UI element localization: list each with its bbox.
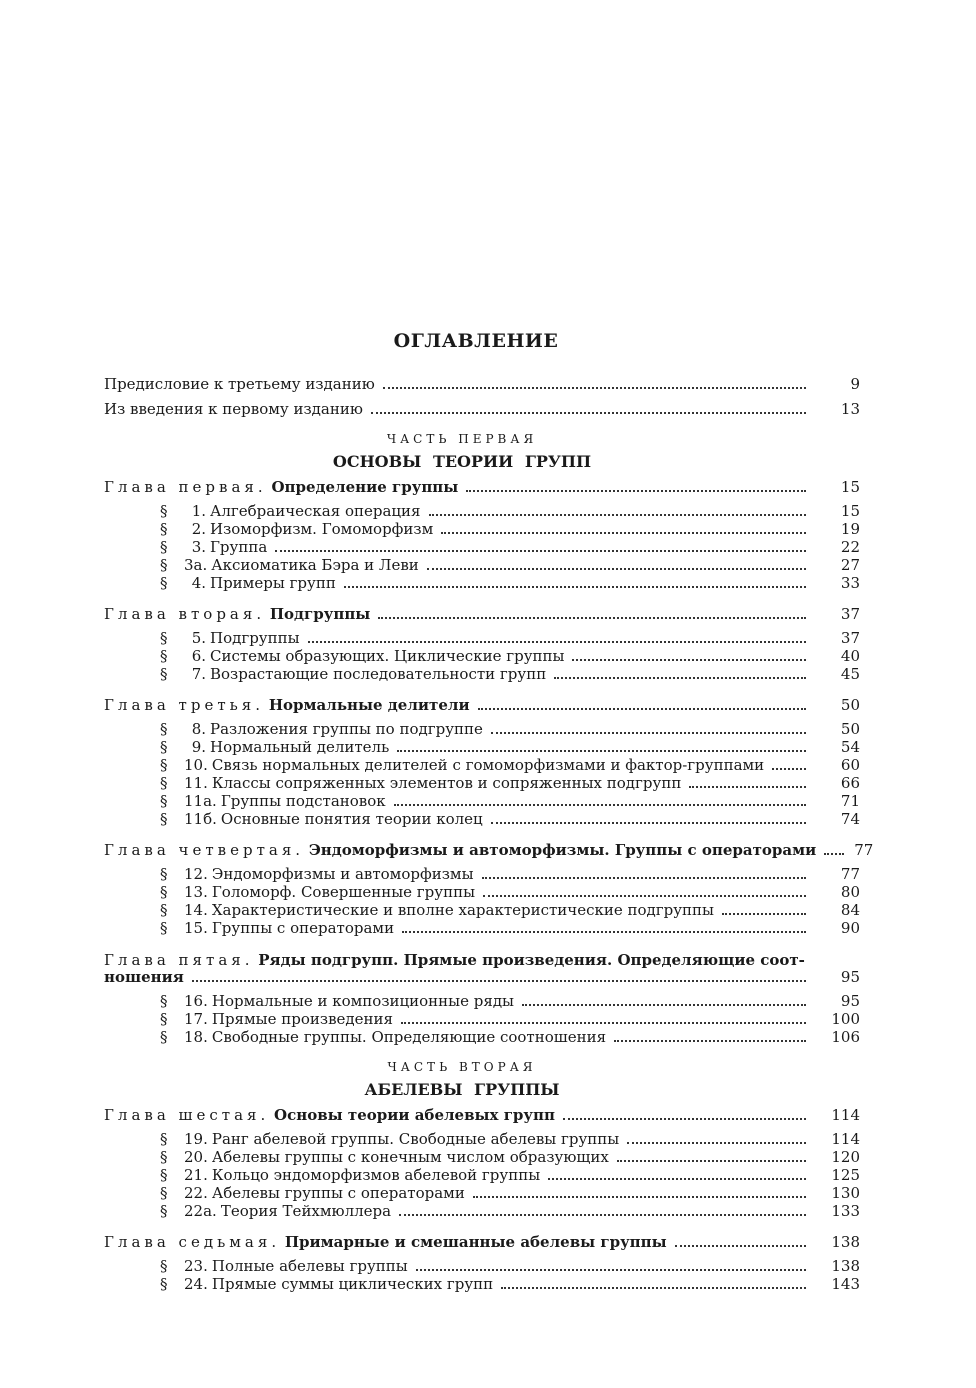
section-number: 1.	[191, 502, 206, 520]
section-title: Изоморфизм. Гомоморфизм	[210, 520, 434, 538]
section-title: Нормальный делитель	[210, 738, 390, 756]
chapter-label	[104, 1107, 555, 1124]
section-sign: §	[160, 1184, 168, 1202]
entry-page: 13	[840, 400, 860, 418]
section-label	[160, 1166, 540, 1184]
part-1	[104, 432, 874, 1046]
section-entry[interactable]	[160, 919, 860, 937]
section-number: 22.	[184, 1184, 208, 1202]
chapter-heading[interactable]	[104, 951, 860, 986]
chapter-page: 77	[854, 841, 874, 859]
section-sign: §	[160, 1275, 168, 1293]
section-label	[160, 720, 483, 738]
section-entry[interactable]	[160, 810, 860, 828]
section-page: 15	[840, 502, 860, 520]
section-sign: §	[160, 1148, 168, 1166]
section-entry[interactable]	[160, 665, 860, 683]
chapter	[104, 1234, 860, 1293]
section-title: Полные абелевы группы	[211, 1257, 408, 1275]
section-sign: §	[160, 1028, 168, 1046]
section-entry[interactable]	[160, 556, 860, 574]
section-entry[interactable]	[160, 1166, 860, 1184]
entry-label: Из введения к первому изданию	[104, 400, 363, 418]
section-page: 133	[831, 1202, 860, 1220]
section-label	[160, 647, 564, 665]
section-number: 5.	[191, 629, 206, 647]
chapter-page: 95	[840, 968, 860, 986]
chapter-title: Ряды подгрупп. Прямые произведения. Определяющие соот-	[258, 951, 805, 969]
section-sign: §	[160, 1010, 168, 1028]
dot-leader	[824, 853, 844, 855]
dot-leader	[394, 804, 806, 806]
parts-container	[104, 432, 874, 1293]
section-label	[160, 502, 421, 520]
section-entry[interactable]	[160, 520, 860, 538]
chapter-title: Основы теории абелевых групп	[274, 1106, 555, 1124]
section-page: 19	[840, 520, 860, 538]
dot-leader	[192, 980, 806, 982]
chapter-heading[interactable]	[104, 1234, 860, 1251]
chapter-prefix: Глава вторая.	[104, 605, 266, 623]
section-page: 77	[840, 865, 860, 883]
section-entry[interactable]	[160, 1257, 860, 1275]
chapter-prefix: Глава первая.	[104, 478, 267, 496]
chapter-prefix: Глава четвертая.	[104, 841, 305, 859]
section-number: 15.	[184, 919, 208, 937]
dot-leader	[483, 895, 806, 897]
section-number: 6.	[191, 647, 206, 665]
section-title: Связь нормальных делителей с гомоморфизмами и фактор-группами	[211, 756, 765, 774]
section-number: 11.	[184, 774, 208, 792]
section-label	[160, 629, 300, 647]
dot-leader	[491, 822, 806, 824]
section-number: 12.	[184, 865, 208, 883]
section-number: 7.	[191, 665, 206, 683]
chapter	[104, 697, 860, 828]
section-sign: §	[160, 1257, 168, 1275]
section-entry[interactable]	[160, 1275, 860, 1293]
section-page: 125	[831, 1166, 860, 1184]
dot-leader	[427, 568, 806, 570]
section-entry[interactable]	[160, 865, 860, 883]
section-label	[160, 756, 764, 774]
section-list	[104, 502, 860, 592]
dot-leader	[627, 1142, 806, 1144]
dot-leader	[275, 550, 806, 552]
chapter-prefix: Глава седьмая.	[104, 1233, 281, 1251]
section-sign: §	[160, 647, 168, 665]
section-label	[160, 1010, 393, 1028]
chapter-heading-line	[104, 969, 860, 986]
section-title: Возрастающие последовательности групп	[210, 665, 547, 683]
section-sign: §	[160, 720, 168, 738]
section-sign: §	[160, 1202, 168, 1220]
section-sign: §	[160, 665, 168, 683]
section-list	[104, 865, 860, 937]
part-title: АБЕЛЕВЫ ГРУППЫ	[364, 1080, 560, 1099]
chapter-title: Определение группы	[271, 478, 459, 496]
entry-page: 9	[850, 375, 860, 393]
section-number: 2.	[191, 520, 206, 538]
section-page: 84	[840, 901, 860, 919]
dot-leader	[675, 1245, 806, 1247]
section-page: 80	[840, 883, 860, 901]
section-number: 13.	[184, 883, 208, 901]
section-page: 50	[840, 720, 860, 738]
section-page: 60	[840, 756, 860, 774]
section-number: 19.	[184, 1130, 208, 1148]
section-title: Кольцо эндоморфизмов абелевой группы	[211, 1166, 541, 1184]
section-title: Ранг абелевой группы. Свободные абелевы группы	[211, 1130, 620, 1148]
chapter-label	[104, 697, 470, 714]
dot-leader	[378, 617, 806, 619]
section-title: Прямые произведения	[211, 1010, 393, 1028]
section-entry[interactable]	[160, 1202, 860, 1220]
chapter	[104, 479, 860, 592]
section-number: 11а.	[184, 792, 217, 810]
section-entry[interactable]	[160, 792, 860, 810]
chapter-page: 37	[840, 605, 860, 623]
chapter-heading[interactable]	[104, 697, 860, 714]
section-page: 66	[840, 774, 860, 792]
section-number: 21.	[184, 1166, 208, 1184]
section-page: 106	[831, 1028, 860, 1046]
section-label	[160, 810, 483, 828]
chapter-prefix: Глава третья.	[104, 696, 265, 714]
chapter	[104, 841, 874, 937]
section-entry[interactable]	[160, 738, 860, 756]
section-page: 74	[840, 810, 860, 828]
chapter-heading[interactable]	[104, 479, 860, 496]
section-page: 90	[840, 919, 860, 937]
section-title: Абелевы группы с конечным числом образующих	[211, 1148, 609, 1166]
dot-leader	[466, 490, 806, 492]
section-page: 143	[831, 1275, 860, 1293]
section-sign: §	[160, 538, 168, 556]
dot-leader	[402, 931, 806, 933]
section-entry[interactable]	[160, 720, 860, 738]
section-page: 27	[840, 556, 860, 574]
section-label	[160, 919, 394, 937]
section-page: 100	[831, 1010, 860, 1028]
chapter-page: 138	[831, 1233, 860, 1251]
section-sign: §	[160, 629, 168, 647]
section-page: 95	[840, 992, 860, 1010]
chapter-label	[104, 842, 816, 859]
section-page: 71	[840, 792, 860, 810]
chapter-label	[104, 1234, 667, 1251]
section-entry[interactable]	[160, 901, 860, 919]
section-entry[interactable]	[160, 992, 860, 1010]
section-number: 4.	[191, 574, 206, 592]
chapter-title-continued: ношения	[104, 968, 184, 986]
section-label	[160, 992, 514, 1010]
section-title: Группы подстановок	[220, 792, 386, 810]
section-sign: §	[160, 992, 168, 1010]
section-sign: §	[160, 1166, 168, 1184]
section-list	[104, 629, 860, 683]
section-entry[interactable]	[160, 629, 860, 647]
section-number: 18.	[184, 1028, 208, 1046]
section-entry[interactable]	[160, 756, 860, 774]
section-title: Системы образующих. Циклические группы	[210, 647, 565, 665]
section-label	[160, 538, 267, 556]
section-entry[interactable]	[160, 1130, 860, 1148]
section-title: Характеристические и вполне характеристические подгруппы	[211, 901, 714, 919]
section-entry[interactable]	[160, 1148, 860, 1166]
section-label	[160, 738, 389, 756]
section-title: Эндоморфизмы и автоморфизмы	[211, 865, 474, 883]
dot-leader	[548, 1178, 806, 1180]
section-number: 22а.	[184, 1202, 217, 1220]
chapter-label	[104, 969, 184, 986]
section-label	[160, 556, 419, 574]
dot-leader	[383, 387, 806, 389]
section-page: 37	[840, 629, 860, 647]
section-sign: §	[160, 520, 168, 538]
chapter-title: Нормальные делители	[268, 696, 470, 714]
section-sign: §	[160, 810, 168, 828]
section-page: 45	[840, 665, 860, 683]
dot-leader	[722, 913, 806, 915]
section-title: Свободные группы. Определяющие соотношения	[211, 1028, 607, 1046]
section-page: 54	[840, 738, 860, 756]
section-list	[104, 1130, 860, 1220]
section-title: Прямые суммы циклических групп	[211, 1275, 494, 1293]
dot-leader	[689, 786, 806, 788]
chapter-prefix: Глава пятая.	[104, 951, 254, 969]
chapter-page: 50	[840, 696, 860, 714]
section-sign: §	[160, 1130, 168, 1148]
part-label: ЧАСТЬ ВТОРАЯ	[387, 1060, 537, 1074]
dot-leader	[399, 1214, 806, 1216]
part-title: ОСНОВЫ ТЕОРИИ ГРУПП	[332, 452, 592, 471]
section-label	[160, 792, 386, 810]
section-number: 17.	[184, 1010, 208, 1028]
dot-leader	[572, 659, 806, 661]
section-label	[160, 1028, 606, 1046]
dot-leader	[473, 1196, 806, 1198]
section-sign: §	[160, 865, 168, 883]
section-sign: §	[160, 792, 168, 810]
dot-leader	[397, 750, 806, 752]
section-sign: §	[160, 756, 168, 774]
section-sign: §	[160, 574, 168, 592]
front-matter	[104, 376, 860, 418]
section-page: 114	[831, 1130, 860, 1148]
section-number: 3.	[191, 538, 206, 556]
section-title: Голоморф. Совершенные группы	[211, 883, 476, 901]
section-entry[interactable]	[160, 647, 860, 665]
toc-entry-preface[interactable]	[104, 376, 860, 393]
dot-leader	[614, 1040, 806, 1042]
chapter-title: Эндоморфизмы и автоморфизмы. Группы с операторами	[308, 841, 817, 859]
dot-leader	[429, 514, 807, 516]
section-title: Разложения группы по подгруппе	[210, 720, 483, 738]
dot-leader	[554, 677, 806, 679]
section-title: Теория Тейхмюллера	[220, 1202, 392, 1220]
section-title: Алгебраическая операция	[210, 502, 421, 520]
part-label: ЧАСТЬ ПЕРВАЯ	[386, 432, 538, 446]
section-label	[160, 520, 433, 538]
section-page: 138	[831, 1257, 860, 1275]
table-of-contents	[104, 375, 874, 1307]
dot-leader	[522, 1004, 806, 1006]
section-list	[104, 1257, 860, 1293]
section-page: 33	[840, 574, 860, 592]
chapter-title: Примарные и смешанные абелевы группы	[284, 1233, 667, 1251]
dot-leader	[401, 1022, 806, 1024]
chapter-prefix: Глава шестая.	[104, 1106, 270, 1124]
section-title: Примеры групп	[210, 574, 336, 592]
section-sign: §	[160, 502, 168, 520]
section-label	[160, 574, 336, 592]
section-number: 10.	[184, 756, 208, 774]
chapter-label	[104, 951, 805, 969]
section-entry[interactable]	[160, 574, 860, 592]
section-entry[interactable]	[160, 774, 860, 792]
dot-leader	[416, 1269, 806, 1271]
section-title: Группы с операторами	[211, 919, 395, 937]
section-title: Нормальные и композиционные ряды	[211, 992, 514, 1010]
section-label	[160, 883, 475, 901]
dot-leader	[501, 1287, 806, 1289]
chapter	[104, 1107, 860, 1220]
section-entry[interactable]	[160, 1010, 860, 1028]
section-number: 24.	[184, 1275, 208, 1293]
chapter-heading[interactable]	[104, 606, 860, 623]
chapter-page: 114	[831, 1106, 860, 1124]
section-entry[interactable]	[160, 502, 860, 520]
dot-leader	[617, 1160, 806, 1162]
dot-leader	[344, 586, 806, 588]
section-label	[160, 865, 474, 883]
section-title: Абелевы группы с операторами	[211, 1184, 465, 1202]
section-sign: §	[160, 556, 168, 574]
section-label	[160, 1275, 493, 1293]
section-number: 9.	[191, 738, 206, 756]
section-number: 11б.	[184, 810, 217, 828]
section-label	[160, 665, 546, 683]
section-entry[interactable]	[160, 883, 860, 901]
section-sign: §	[160, 774, 168, 792]
section-entry[interactable]	[160, 1028, 860, 1046]
dot-leader	[772, 768, 806, 770]
section-label	[160, 1202, 391, 1220]
section-label	[160, 1148, 609, 1166]
chapter-label	[104, 479, 458, 496]
section-page: 130	[831, 1184, 860, 1202]
section-number: 16.	[184, 992, 208, 1010]
section-label	[160, 1184, 465, 1202]
section-list	[104, 992, 860, 1046]
chapter-title: Подгруппы	[269, 605, 371, 623]
section-label	[160, 1130, 619, 1148]
section-page: 40	[840, 647, 860, 665]
section-entry[interactable]	[160, 538, 860, 556]
section-entry[interactable]	[160, 1184, 860, 1202]
dot-leader	[371, 412, 806, 414]
dot-leader	[482, 877, 806, 879]
section-number: 8.	[191, 720, 206, 738]
entry-label: Предисловие к третьему изданию	[104, 375, 375, 393]
chapter	[104, 951, 860, 1046]
section-sign: §	[160, 919, 168, 937]
section-title: Аксиоматика Бэра и Леви	[211, 556, 419, 574]
chapter-page: 15	[840, 478, 860, 496]
section-page: 22	[840, 538, 860, 556]
section-number: 23.	[184, 1257, 208, 1275]
section-title: Классы сопряженных элементов и сопряженных подгрупп	[211, 774, 682, 792]
chapter-label	[104, 606, 370, 623]
dot-leader	[491, 732, 806, 734]
dot-leader	[478, 708, 806, 710]
section-title: Группа	[210, 538, 268, 556]
section-sign: §	[160, 901, 168, 919]
toc-title: ОГЛАВЛЕНИЕ	[393, 330, 559, 352]
dot-leader	[441, 532, 806, 534]
toc-entry-introduction[interactable]	[104, 401, 860, 418]
section-page: 120	[831, 1148, 860, 1166]
chapter-heading-line	[104, 951, 860, 969]
section-sign: §	[160, 738, 168, 756]
section-sign: §	[160, 883, 168, 901]
section-number: 3а.	[184, 556, 208, 574]
part-2	[104, 1060, 860, 1293]
section-list	[104, 720, 860, 828]
section-title: Подгруппы	[210, 629, 300, 647]
dot-leader	[308, 641, 806, 643]
chapter-heading[interactable]	[104, 1107, 860, 1124]
section-label	[160, 774, 681, 792]
section-label	[160, 1257, 408, 1275]
chapter	[104, 606, 860, 683]
section-title: Основные понятия теории колец	[220, 810, 483, 828]
section-label	[160, 901, 714, 919]
chapter-heading[interactable]	[104, 841, 874, 859]
dot-leader	[563, 1118, 806, 1120]
section-number: 20.	[184, 1148, 208, 1166]
section-number: 14.	[184, 901, 208, 919]
